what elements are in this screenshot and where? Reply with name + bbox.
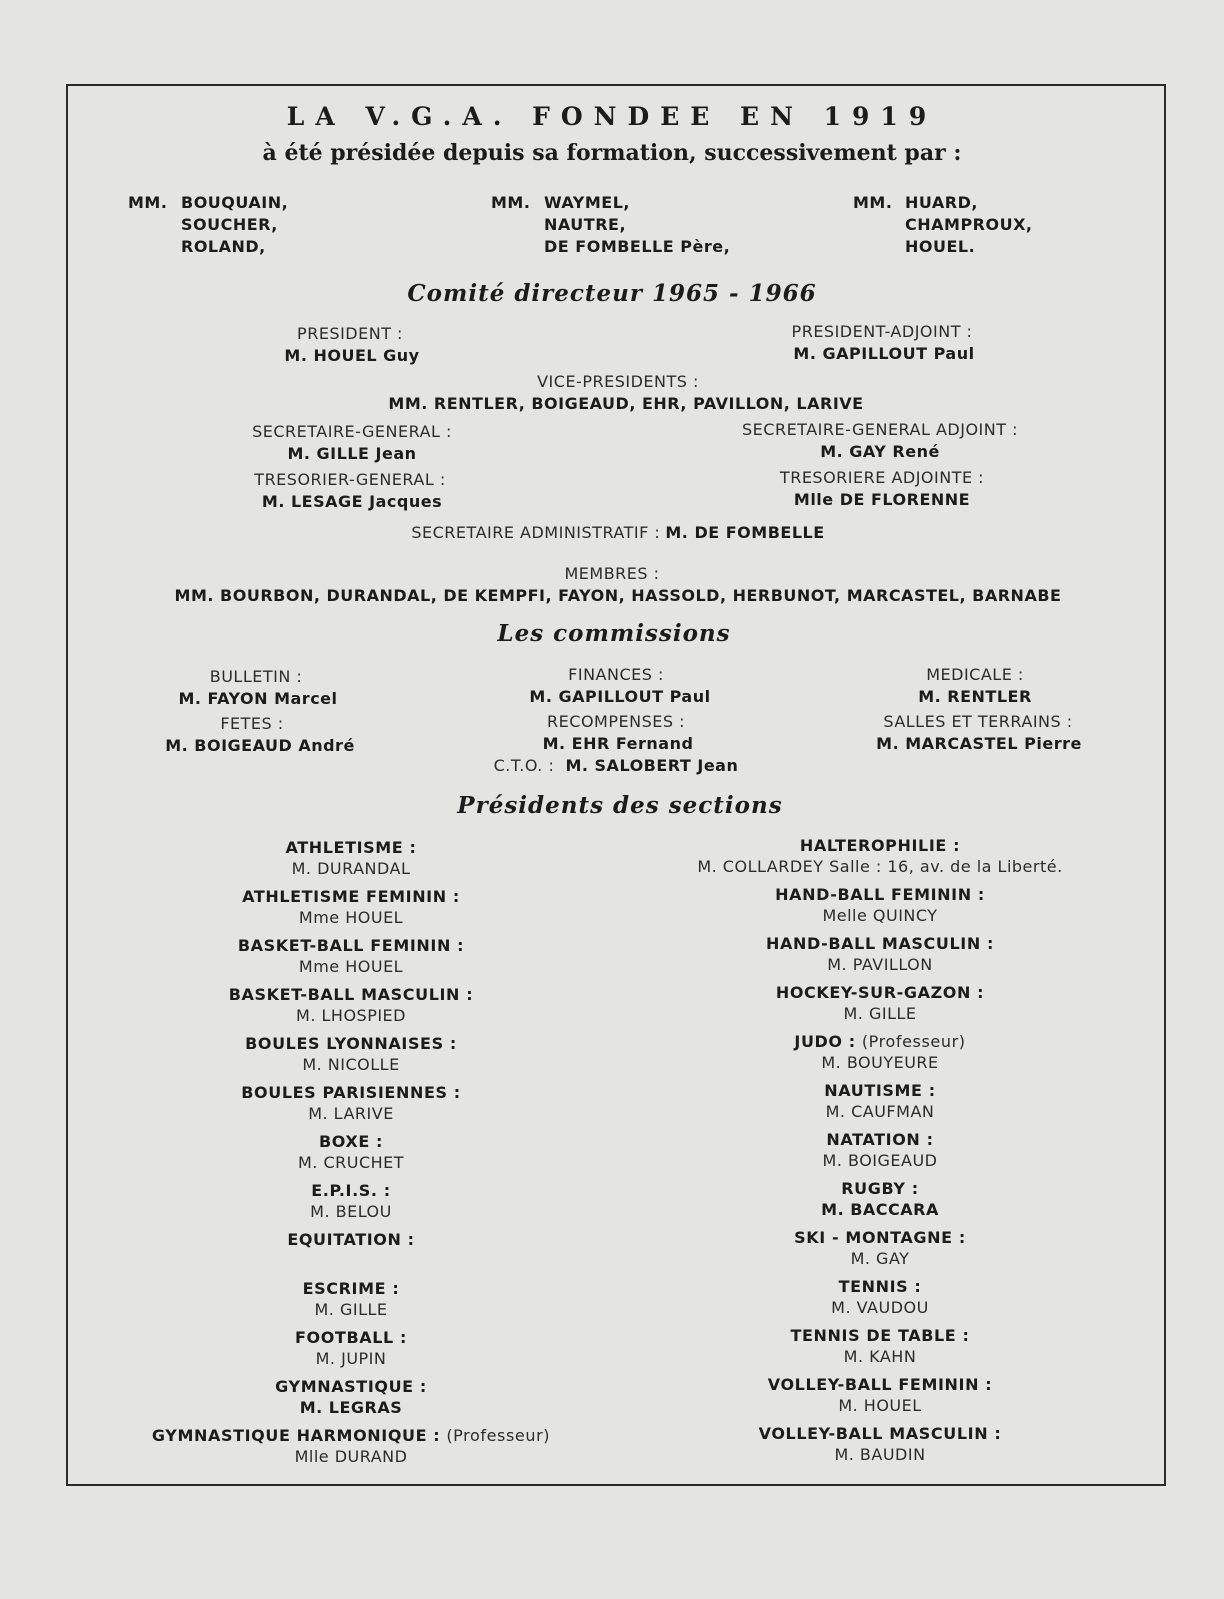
section-title-text: BOULES PARISIENNES : bbox=[241, 1083, 461, 1102]
section-title-text: EQUITATION : bbox=[287, 1230, 415, 1249]
section-president: M. CAUFMAN bbox=[825, 1102, 935, 1121]
section-entry bbox=[640, 1276, 1120, 1325]
section-title bbox=[640, 1276, 1120, 1297]
section-title-text: VOLLEY-BALL FEMININ : bbox=[767, 1375, 993, 1394]
section-title-text: TENNIS : bbox=[838, 1277, 922, 1296]
section-title bbox=[111, 1180, 591, 1201]
document-subtitle: à été présidée depuis sa formation, successivement par : bbox=[262, 140, 962, 166]
section-title-text: BASKET-BALL FEMININ : bbox=[237, 936, 465, 955]
section-title-text: HOCKEY-SUR-GAZON : bbox=[775, 983, 985, 1002]
fetes-name: M. BOIGEAUD André bbox=[165, 736, 355, 755]
section-title-text: ESCRIME : bbox=[302, 1279, 400, 1298]
section-entry bbox=[111, 1131, 591, 1180]
section-president: M. COLLARDEY Salle : 16, av. de la Liberté. bbox=[697, 857, 1063, 876]
past-president-name: DE FOMBELLE Père, bbox=[544, 237, 731, 256]
section-title-text: HAND-BALL MASCULIN : bbox=[766, 934, 994, 953]
cto-commission bbox=[494, 756, 739, 775]
section-president: M. PAVILLON bbox=[827, 955, 933, 974]
section-entry bbox=[111, 837, 591, 886]
section-title bbox=[640, 1374, 1120, 1395]
past-president-name: NAUTRE, bbox=[544, 215, 627, 234]
section-title bbox=[111, 1082, 591, 1103]
section-title-text: VOLLEY-BALL MASCULIN : bbox=[758, 1424, 1002, 1443]
vice-presidents-label: VICE-PRESIDENTS : bbox=[537, 372, 699, 391]
past-president-name: SOUCHER, bbox=[181, 215, 278, 234]
section-president: M. GILLE bbox=[314, 1300, 388, 1319]
section-entry bbox=[111, 935, 591, 984]
section-title bbox=[640, 1031, 1120, 1052]
past-presidents-prefix: MM. bbox=[128, 193, 168, 212]
section-entry bbox=[111, 1278, 591, 1327]
sections-right-column bbox=[640, 835, 1120, 1472]
section-entry bbox=[111, 886, 591, 935]
section-entry bbox=[640, 1325, 1120, 1374]
sections-left-column bbox=[111, 837, 591, 1474]
secretary-name: M. GILLE Jean bbox=[287, 444, 417, 463]
section-entry bbox=[640, 1129, 1120, 1178]
section-entry bbox=[111, 984, 591, 1033]
members-label: MEMBRES : bbox=[564, 564, 660, 583]
treasurer-label: TRESORIER-GENERAL : bbox=[254, 470, 446, 489]
section-entry bbox=[640, 1080, 1120, 1129]
section-title bbox=[640, 1227, 1120, 1248]
section-president: M. BACCARA bbox=[821, 1200, 939, 1219]
section-president: M. LARIVE bbox=[308, 1104, 394, 1123]
section-title bbox=[111, 1425, 591, 1446]
section-title bbox=[111, 1131, 591, 1152]
section-title-text: BOXE : bbox=[318, 1132, 384, 1151]
section-president: M. HOUEL bbox=[838, 1396, 922, 1415]
section-entry bbox=[640, 884, 1120, 933]
section-entry bbox=[640, 835, 1120, 884]
section-title-text: SKI - MONTAGNE : bbox=[794, 1228, 966, 1247]
section-president: M. BOIGEAUD bbox=[822, 1151, 938, 1170]
section-president: M. BOUYEURE bbox=[821, 1053, 939, 1072]
commissions-heading: Les commissions bbox=[497, 620, 731, 647]
president-name: M. HOUEL Guy bbox=[284, 346, 420, 365]
section-title-text: HALTEROPHILIE : bbox=[799, 836, 961, 855]
section-title bbox=[640, 835, 1120, 856]
section-title-text: GYMNASTIQUE : bbox=[275, 1377, 427, 1396]
section-entry bbox=[111, 1425, 591, 1474]
past-president-name: HOUEL. bbox=[905, 237, 976, 256]
section-president: M. BELOU bbox=[310, 1202, 392, 1221]
past-president-name: ROLAND, bbox=[181, 237, 266, 256]
section-president: M. BAUDIN bbox=[834, 1445, 926, 1464]
admin-secretary bbox=[411, 523, 824, 542]
section-entry bbox=[111, 1082, 591, 1131]
section-entry bbox=[640, 982, 1120, 1031]
section-title bbox=[640, 1178, 1120, 1199]
section-entry bbox=[111, 1033, 591, 1082]
section-title bbox=[640, 982, 1120, 1003]
president-adjoint-label: PRESIDENT-ADJOINT : bbox=[791, 322, 973, 341]
section-title-text: BASKET-BALL MASCULIN : bbox=[228, 985, 474, 1004]
section-title bbox=[111, 984, 591, 1005]
section-title bbox=[111, 1033, 591, 1054]
section-president: M. NICOLLE bbox=[302, 1055, 400, 1074]
document-title: LA V.G.A. FONDEE EN 1919 bbox=[286, 102, 938, 131]
section-title-text: HAND-BALL FEMININ : bbox=[775, 885, 985, 904]
admin-secretary-label: SECRETAIRE ADMINISTRATIF : bbox=[411, 523, 661, 542]
cto-name: M. SALOBERT Jean bbox=[565, 756, 739, 775]
past-presidents-prefix: MM. bbox=[853, 193, 893, 212]
section-president: M. CRUCHET bbox=[297, 1153, 405, 1172]
section-entry bbox=[640, 1031, 1120, 1080]
salles-label: SALLES ET TERRAINS : bbox=[883, 712, 1073, 731]
section-title-text: NATATION : bbox=[826, 1130, 934, 1149]
section-title-text: ATHLETISME : bbox=[285, 838, 417, 857]
section-president: Mme HOUEL bbox=[298, 908, 404, 927]
section-president: Mlle DURAND bbox=[294, 1447, 408, 1466]
admin-secretary-name: M. DE FOMBELLE bbox=[665, 523, 825, 542]
salles-name: M. MARCASTEL Pierre bbox=[876, 734, 1082, 753]
recompenses-label: RECOMPENSES : bbox=[547, 712, 685, 731]
section-note: (Professeur) bbox=[446, 1426, 551, 1445]
section-entry bbox=[640, 1423, 1120, 1472]
secretary-adjoint-label: SECRETAIRE-GENERAL ADJOINT : bbox=[742, 420, 1018, 439]
section-entry bbox=[111, 1376, 591, 1425]
section-title-text: RUGBY : bbox=[841, 1179, 919, 1198]
finances-name: M. GAPILLOUT Paul bbox=[529, 687, 711, 706]
section-title bbox=[111, 1278, 591, 1299]
section-title bbox=[111, 886, 591, 907]
vice-presidents-names: MM. RENTLER, BOIGEAUD, EHR, PAVILLON, LARIVE bbox=[388, 394, 864, 413]
members-names: MM. BOURBON, DURANDAL, DE KEMPFI, FAYON, HASSOLD, HERBUNOT, MARCASTEL, BARNABE bbox=[174, 586, 1062, 605]
section-president: Mme HOUEL bbox=[298, 957, 404, 976]
section-entry bbox=[111, 1229, 591, 1278]
section-title bbox=[640, 1325, 1120, 1346]
section-title bbox=[111, 935, 591, 956]
past-president-name: WAYMEL, bbox=[544, 193, 630, 212]
section-title-text: GYMNASTIQUE HARMONIQUE : bbox=[151, 1426, 441, 1445]
section-title-text: ATHLETISME FEMININ : bbox=[242, 887, 460, 906]
section-title-text: JUDO : bbox=[794, 1032, 856, 1051]
past-president-name: BOUQUAIN, bbox=[181, 193, 289, 212]
section-title-text: NAUTISME : bbox=[824, 1081, 936, 1100]
medicale-name: M. RENTLER bbox=[918, 687, 1032, 706]
secretary-label: SECRETAIRE-GENERAL : bbox=[252, 422, 452, 441]
treasurer-adjoint-label: TRESORIERE ADJOINTE : bbox=[779, 468, 985, 487]
president-adjoint-name: M. GAPILLOUT Paul bbox=[793, 344, 975, 363]
recompenses-name: M. EHR Fernand bbox=[542, 734, 694, 753]
section-president: Melle QUINCY bbox=[822, 906, 938, 925]
section-entry bbox=[640, 1178, 1120, 1227]
section-title bbox=[111, 837, 591, 858]
section-president: M. KAHN bbox=[843, 1347, 917, 1366]
committee-heading: Comité directeur 1965 - 1966 bbox=[407, 280, 817, 307]
sections-heading: Présidents des sections bbox=[457, 792, 783, 819]
section-title-text: BOULES LYONNAISES : bbox=[245, 1034, 457, 1053]
section-president: M. LHOSPIED bbox=[296, 1006, 406, 1025]
treasurer-adjoint-name: Mlle DE FLORENNE bbox=[793, 490, 971, 509]
past-president-name: HUARD, bbox=[905, 193, 978, 212]
section-title bbox=[640, 1129, 1120, 1150]
fetes-label: FETES : bbox=[220, 714, 284, 733]
section-president: M. GAY bbox=[850, 1249, 910, 1268]
president-label: PRESIDENT : bbox=[297, 324, 403, 343]
section-title bbox=[111, 1327, 591, 1348]
secretary-adjoint-name: M. GAY René bbox=[820, 442, 940, 461]
section-title bbox=[640, 1423, 1120, 1444]
section-president: M. VAUDOU bbox=[831, 1298, 929, 1317]
section-title bbox=[111, 1376, 591, 1397]
section-entry bbox=[640, 1227, 1120, 1276]
section-president: M. LEGRAS bbox=[299, 1398, 403, 1417]
cto-label: C.T.O. : bbox=[493, 756, 555, 775]
bulletin-label: BULLETIN : bbox=[209, 667, 303, 686]
past-presidents-prefix: MM. bbox=[491, 193, 531, 212]
section-president: M. GILLE bbox=[843, 1004, 917, 1023]
section-title bbox=[111, 1229, 591, 1250]
section-entry bbox=[640, 933, 1120, 982]
section-title-text: E.P.I.S. : bbox=[311, 1181, 391, 1200]
past-president-name: CHAMPROUX, bbox=[905, 215, 1033, 234]
medicale-label: MEDICALE : bbox=[926, 665, 1024, 684]
bulletin-name: M. FAYON Marcel bbox=[178, 689, 338, 708]
section-entry bbox=[640, 1374, 1120, 1423]
section-entry bbox=[111, 1180, 591, 1229]
section-president: M. JUPIN bbox=[315, 1349, 387, 1368]
section-title bbox=[640, 1080, 1120, 1101]
finances-label: FINANCES : bbox=[568, 665, 664, 684]
treasurer-name: M. LESAGE Jacques bbox=[261, 492, 443, 511]
section-title-text: TENNIS DE TABLE : bbox=[790, 1326, 970, 1345]
section-president: M. DURANDAL bbox=[291, 859, 411, 878]
section-title bbox=[640, 884, 1120, 905]
section-entry bbox=[111, 1327, 591, 1376]
section-title-text: FOOTBALL : bbox=[295, 1328, 407, 1347]
section-title bbox=[640, 933, 1120, 954]
section-note: (Professeur) bbox=[861, 1032, 966, 1051]
